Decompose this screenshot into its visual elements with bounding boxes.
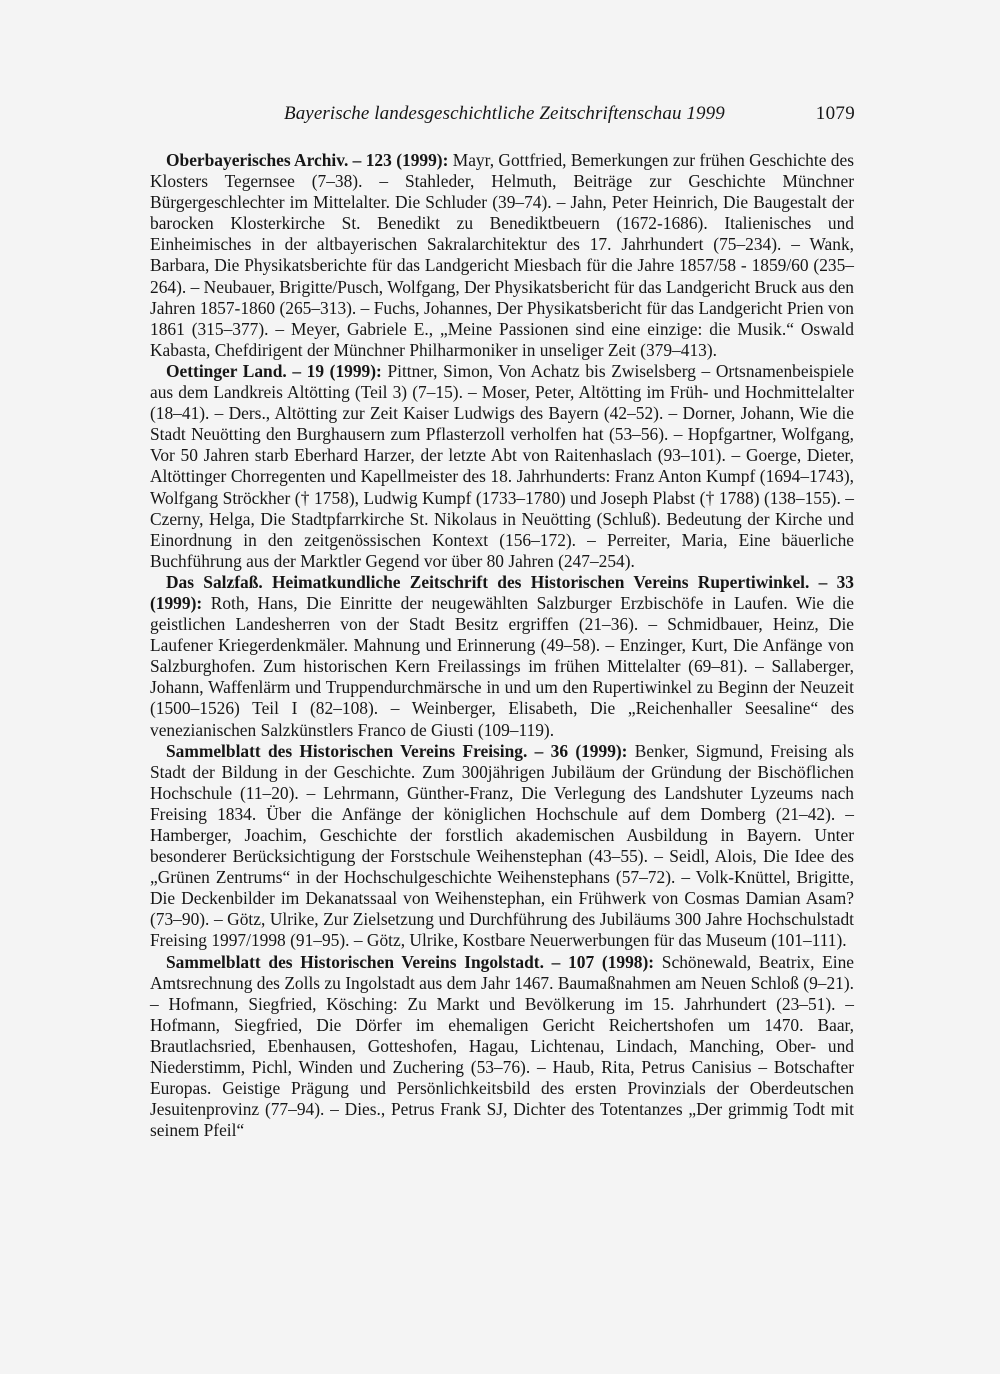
entry-citations: Mayr, Gottfried, Bemerkungen zur frühen Geschichte des Klosters Tegernsee (7–38). – Stahleder, Helmuth, Beiträge zur Geschichte Münchner Bürgergeschlechter im Mittelalter. Die Schluder (39–74). – Jahn, Peter Heinrich, Die Baugestalt der barocken Klosterkirche St. Benedikt zu Benediktbeuern (1672-1686). Italienisches und Einheimisches in der altbayerischen Sakralarchitektur des 17. Jahrhundert (75–234). – Wank, Barbara, Die Physikatsberichte für das Landgericht Miesbach für die Jahre 1857/58 - 1859/60 (235–264). – Neubauer, Brigitte/Pusch, Wolfgang, Der Physikatsbericht für das Landgericht Bruck aus den Jahren 1857-1860 (265–313). – Fuchs, Johannes, Der Physikatsbericht für das Landgericht Prien von 1861 (315–377). – Meyer, Gabriele E., „Meine Passionen sind eine einzige: die Musik.“ Oswald Kabasta, Chefdirigent der Münchner Philharmoniker in unseliger Zeit (379–413). xyxy=(150,150,854,360)
journal-issue: – 107 (1998): xyxy=(543,951,655,972)
entry-citations: Pittner, Simon, Von Achatz bis Zwiselsberg – Ortsnamenbeispiele aus dem Landkreis Altötting (Teil 3) (7–15). – Moser, Peter, Altötting im Früh- und Hochmittelalter (18–41). – Ders., Altötting zur Zeit Kaiser Ludwigs des Bayern (42–52). – Dorner, Johann, Wie die Stadt Neuötting den Burghausern zum Pflasterzoll verholfen hat (53–56). – Hopfgartner, Wolfgang, Vor 50 Jahren starb Eberhard Harzer, der letzte Abt von Raitenhaslach (93–101). – Goerge, Dieter, Altöttinger Chorregenten und Kapellmeister des 18. Jahrhunderts: Franz Anton Kumpf (1694–1743), Wolfgang Ströckher († 1758), Ludwig Kumpf (1733–1780) und Joseph Plabst († 1788) (138–155). – Czerny, Helga, Die Stadtpfarrkirche St. Nikolaus in Neuötting (Schluß). Bedeutung der Kirche und Einordnung in den zeitgenössischen Kontext (156–172). – Perreiter, Maria, Eine bäuerliche Buchführung aus der Marktler Gegend vor über 80 Jahren (247–254). xyxy=(150,360,854,571)
entry-oberbayerisches-archiv xyxy=(150,150,854,361)
running-header xyxy=(150,100,855,128)
running-title: Bayerische landesgeschichtliche Zeitschriftenschau 1999 xyxy=(284,103,725,124)
entry-oettinger-land xyxy=(150,361,854,572)
entry-das-salzfass xyxy=(150,572,854,741)
journal-title: Oberbayerisches Archiv. xyxy=(166,150,349,170)
entry-sammelblatt-freising xyxy=(150,741,854,952)
page-number: 1079 xyxy=(815,103,855,124)
journal-title: Oettinger Land. xyxy=(166,360,287,381)
journal-title: Das Salzfaß. Heimatkundliche Zeitschrift des Historischen Vereins Rupertiwinkel. xyxy=(166,571,810,592)
entry-citations: Schönewald, Beatrix, Eine Amtsrechnung des Zolls zu Ingolstadt aus dem Jahr 1467. Baumaßnahmen am Neuen Schloß (9–21). – Hofmann, Siegfried, Kösching: Zu Markt und Bevölkerung im 15. Jahrhundert (23–51). – Hofmann, Siegfried, Die Dörfer im ehemaligen Gericht Reichertshofen um 1470. Baar, Brautlachsried, Ebenhausen, Gotteshofen, Hagau, Lichtenau, Lindach, Manching, Ober- und Niederstimm, Pichl, Winden und Zuchering (53–76). – Haub, Rita, Petrus Canisius – Botschafter Europas. Geistige Prägung und Persönlichkeitsbild des ersten Provinzials der Oberdeutschen Jesuitenprovinz (77–94). – Dies., Petrus Frank SJ, Dichter des Totentanzes „Der grimmig Todt mit seinem Pfeil“ xyxy=(150,951,855,1141)
entry-citations: Roth, Hans, Die Einritte der neugewählten Salzburger Erzbischöfe in Laufen. Wie die geistlichen Landesherren von der Stadt Besitz ergriffen (21–36). – Schmidbauer, Heinz, Die Laufener Kriegerdenkmäler. Mahnung und Erinnerung (49–58). – Enzinger, Kurt, Die Anfänge von Salzburghofen. Zum historischen Kern Freilassings im frühen Mittelalter (69–81). – Sallaberger, Johann, Waffenlärm und Truppendurchmärsche in und um den Rupertiwinkel zu Beginn der Neuzeit (1500–1526) Teil I (82–108). – Weinberger, Elisabeth, Die „Reichenhaller Seesaline“ des venezianischen Salzkünstlers Franco de Giusti (109–119). xyxy=(150,592,854,740)
entry-citations: Benker, Sigmund, Freising als Stadt der Bildung in der Geschichte. Zum 300jährigen Jubiläum der Gründung der Bischöflichen Hochschule (11–20). – Lehrmann, Günther-Franz, Die Verlegung des Landshuter Lyzeums nach Freising 1834. Über die Anfänge der königlichen Hochschule auf dem Domberg (21–42). – Hamberger, Joachim, Geschichte der forstlich akademischen Ausbildung in Bayern. Unter besonderer Berücksichtigung der Forstschule Weihenstephan (43–55). – Seidl, Alois, Die Idee des „Grünen Zentrums“ in der Hochschulgeschichte Weihenstephans (57–72). – Volk-Knüttel, Brigitte, Die Deckenbilder im Dekanatssaal von Weihenstephan, ein Frühwerk von Cosmas Damian Asam? (73–90). – Götz, Ulrike, Zur Zielsetzung und Durchführung des Jubiläums 300 Jahre Hochschulstadt Freising 1997/1998 (91–95). – Götz, Ulrike, Kostbare Neuerwerbungen für das Museum (101–111). xyxy=(150,740,854,951)
journal-title: Sammelblatt des Historischen Vereins Ingolstadt. xyxy=(166,951,544,972)
journal-issue: – 19 (1999): xyxy=(286,360,382,381)
journal-issue: – 33 (1999): xyxy=(150,571,854,613)
journal-issue: – 36 (1999): xyxy=(527,740,628,761)
journal-issue: – 123 (1999): xyxy=(348,150,449,170)
entry-sammelblatt-ingolstadt xyxy=(150,952,854,1142)
bibliography-text xyxy=(150,150,854,1141)
journal-title: Sammelblatt des Historischen Vereins Freising. xyxy=(166,740,528,761)
